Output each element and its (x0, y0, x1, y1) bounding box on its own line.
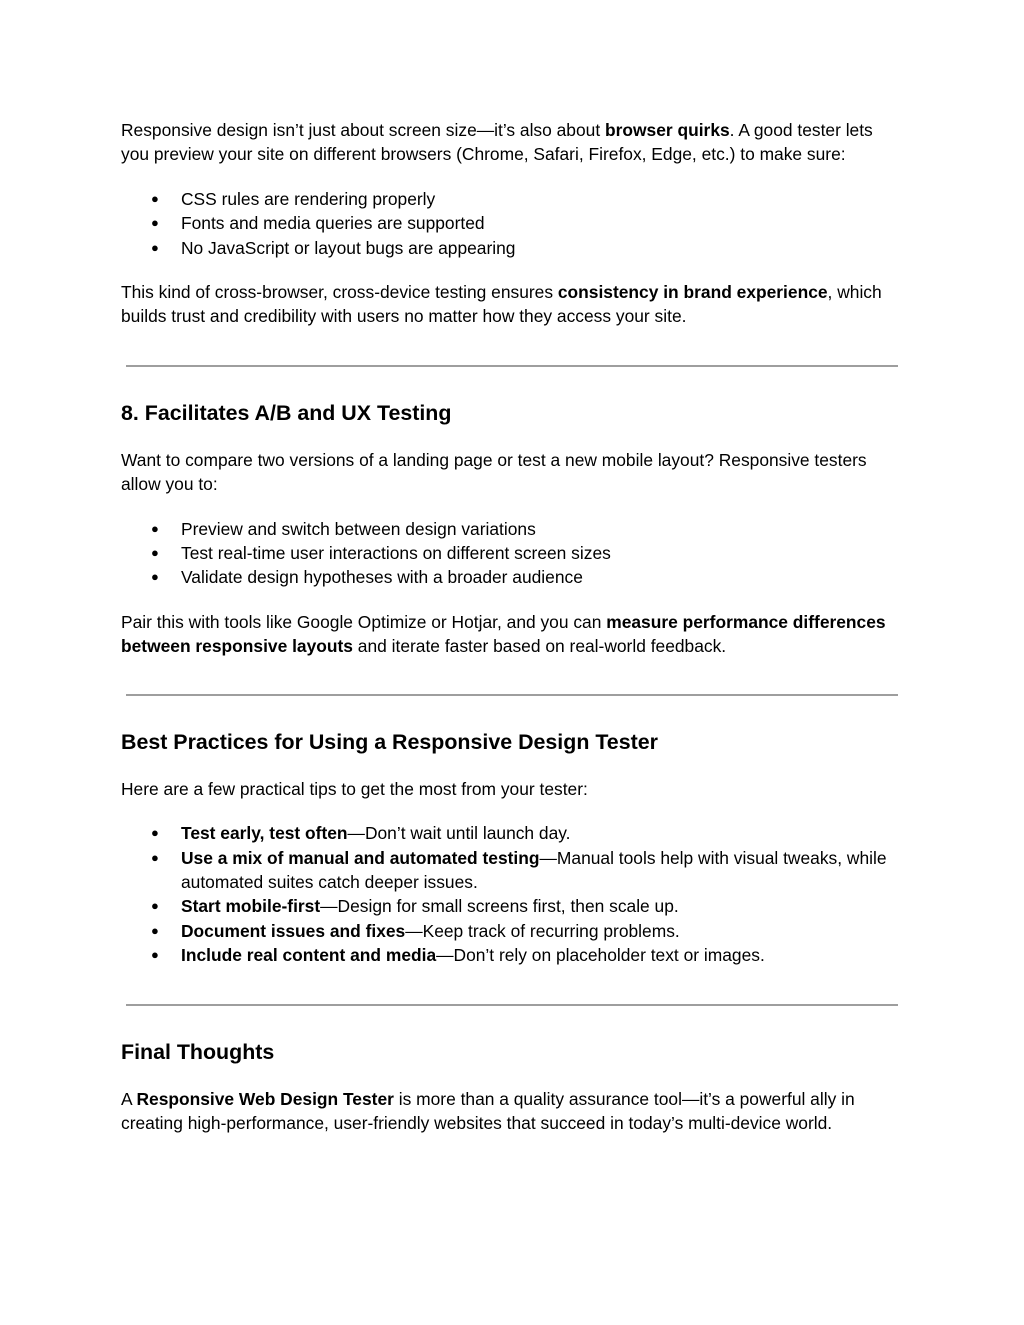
section8-paragraph-2 (121, 610, 902, 659)
bold-text-consistency: consistency in brand experience (557, 282, 828, 303)
list-item (121, 846, 902, 895)
bold-text-measure-performance: measure performance differences between responsive layouts (121, 611, 886, 657)
list-item (121, 894, 902, 918)
list-item: ● Validate design hypotheses with a broader audience (121, 565, 902, 589)
list-item: ● Preview and switch between design variations (121, 517, 902, 541)
best-practices-bullet-list (121, 821, 902, 967)
best-practices-intro: Here are a few practical tips to get the most from your tester: (121, 778, 588, 799)
text-run: and iterate faster based on real-world feedback. (352, 636, 727, 657)
tip-title: Use a mix of manual and automated testing (181, 847, 540, 868)
list-item (121, 919, 902, 943)
list-item: ● CSS rules are rendering properly (121, 187, 902, 211)
text-run: Pair this with tools like Google Optimize or Hotjar, and you can (121, 611, 607, 632)
text-run: , which builds trust and credibility with users no matter how they access your site. (121, 282, 882, 327)
section-heading-final-thoughts: Final Thoughts (121, 1039, 275, 1064)
list-item: ● Fonts and media queries are supported (121, 211, 902, 235)
tip-text: —Keep track of recurring problems. (405, 920, 680, 941)
tip-title: Test early, test often (181, 823, 348, 844)
section-heading-8: 8. Facilitates A/B and UX Testing (121, 400, 452, 425)
tip-text: —Manual tools help with visual tweaks, while automated suites catch deeper issues. (181, 847, 887, 892)
tip-title: Document issues and fixes (181, 920, 406, 941)
final-paragraph (121, 1087, 902, 1136)
text-run: . A good tester lets you preview your site on different browsers (Chrome, Safari, Firefox, Edge, etc.) to make sure: (121, 120, 873, 165)
text-run: is more than a quality assurance tool—it’s a powerful ally in creating high-performance, user-friendly websites that succeed in today’s multi-device world. (121, 1088, 855, 1133)
list-item: ● No JavaScript or layout bugs are appearing (121, 236, 902, 260)
tip-text: —Design for small screens first, then scale up. (320, 896, 679, 917)
tip-title: Start mobile-first (181, 896, 321, 917)
bold-text-browser-quirks: browser quirks (604, 120, 730, 140)
section-heading-best-practices: Best Practices for Using a Responsive Design Tester (121, 729, 658, 754)
list-item (121, 821, 902, 845)
list-item: ● Test real-time user interactions on different screen sizes (121, 541, 902, 565)
bold-text-tool-name: Responsive Web Design Tester (136, 1088, 394, 1109)
section8-bullet-list (121, 517, 902, 590)
text-run: Responsive design isn’t just about screen size—it’s also about (121, 120, 605, 140)
intro-paragraph-2 (121, 280, 902, 329)
text-run: This kind of cross-browser, cross-device testing ensures (121, 282, 558, 303)
list-item (121, 943, 902, 967)
section8-paragraph-1: Want to compare two versions of a landing page or test a new mobile layout? Responsive testers allow you to: (121, 449, 867, 495)
tip-text: —Don’t wait until launch day. (347, 823, 571, 844)
tip-text: —Don’t rely on placeholder text or images. (436, 945, 765, 966)
text-run: A (121, 1088, 137, 1109)
tip-title: Include real content and media (181, 945, 437, 966)
intro-bullet-list (121, 187, 902, 260)
intro-paragraph-1 (121, 118, 902, 167)
